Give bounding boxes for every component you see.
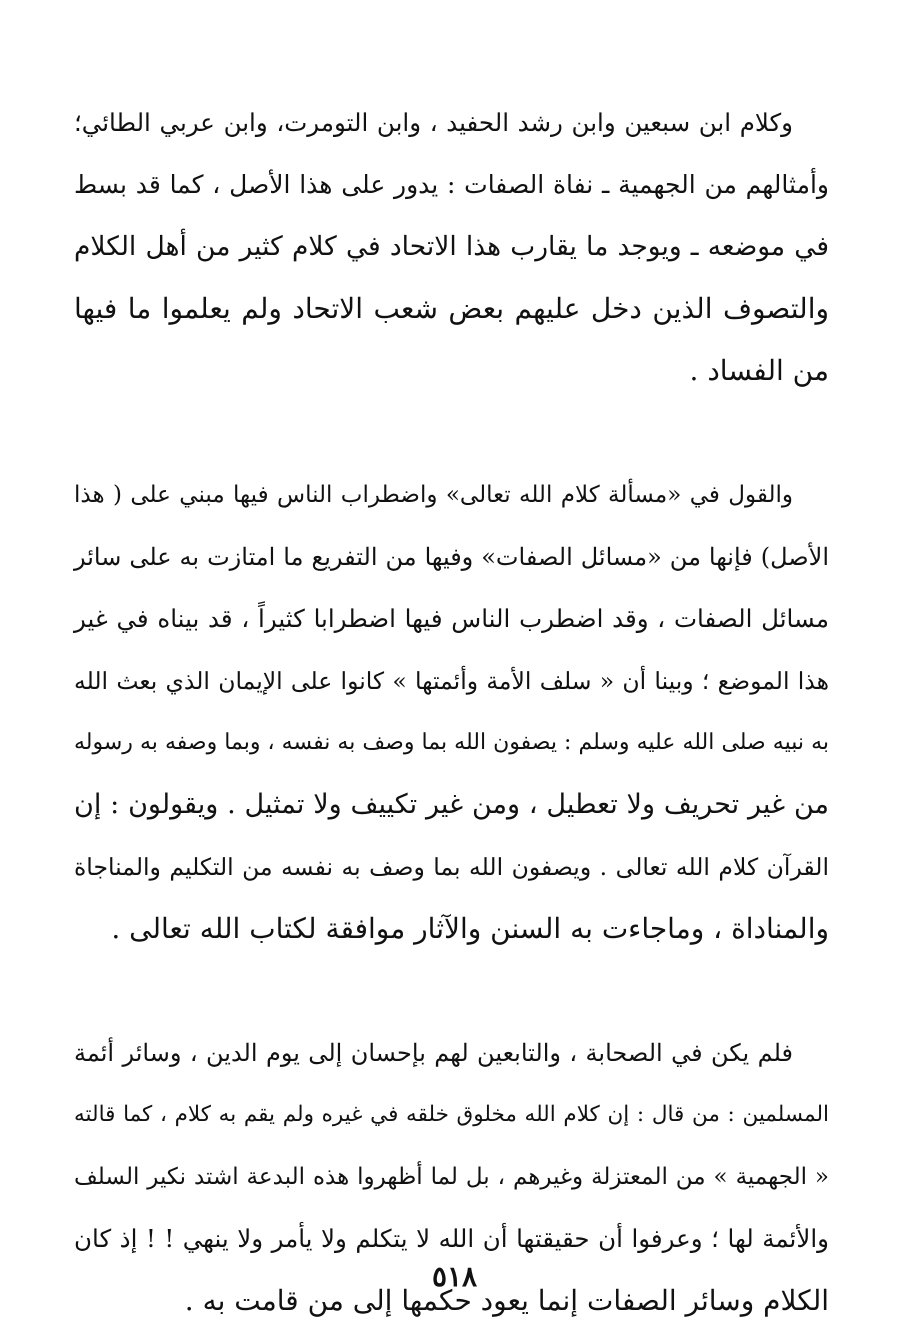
paragraph-1: [74, 92, 829, 402]
text-line: المسلمين : من قال : إن كلام الله مخلوق خلقه في غيره ولم يقم به كلام ، كما قالته: [74, 1102, 829, 1127]
text-line: « الجهمية » من المعتزلة وغيرهم ، بل لما أظهروا هذه البدعة اشتد نكير السلف: [74, 1164, 829, 1190]
text-line: في موضعه ـ ويوجد ما يقارب هذا الاتحاد في كلام كثير من أهل الكلام: [74, 231, 829, 262]
text-line: وكلام ابن سبعين وابن رشد الحفيد ، وابن التومرت، وابن عربي الطائي؛: [74, 108, 793, 137]
text-line: وأمثالهم من الجهمية ـ نفاة الصفات : يدور على هذا الأصل ، كما قد بسط: [74, 170, 829, 199]
text-line: القرآن كلام الله تعالى . ويصفون الله بما وصف به نفسه من التكليم والمناجاة: [74, 853, 829, 881]
text-line: من الفساد .: [689, 354, 829, 387]
text-line: والقول في «مسألة كلام الله تعالى» واضطراب الناس فيها مبني على ( هذا: [74, 482, 793, 508]
text-line: والمناداة ، وماجاءت به السنن والآثار موافقة لكتاب الله تعالى .: [111, 912, 829, 945]
text-line: به نبيه صلى الله عليه وسلم : يصفون الله بما وصف به نفسه ، وبما وصفه به رسوله: [74, 730, 829, 755]
text-line: فلم يكن في الصحابة ، والتابعين لهم بإحسان إلى يوم الدين ، وسائر أئمة: [74, 1039, 793, 1067]
page-number: ٥١٨: [431, 1260, 478, 1293]
text-line: الكلام وسائر الصفات إنما يعود حكمها إلى من قامت به .: [184, 1284, 829, 1317]
text-line: الأصل) فإنها من «مسائل الصفات» وفيها من التفريع ما امتازت به على سائر: [74, 543, 829, 571]
text-line: مسائل الصفات ، وقد اضطرب الناس فيها اضطرابا كثيراً ، قد بيناه في غير: [74, 604, 829, 633]
text-line: هذا الموضع ؛ وبينا أن « سلف الأمة وأئمتها » كانوا على الإيمان الذي بعث الله: [74, 667, 829, 695]
text-line: والتصوف الذين دخل عليهم بعض شعب الاتحاد ولم يعلموا ما فيها: [74, 292, 829, 325]
paragraph-2: [74, 464, 829, 960]
text-line: من غير تحريف ولا تعطيل ، ومن غير تكييف ولا تمثيل . ويقولون : إن: [74, 789, 829, 820]
text-line: والأئمة لها ؛ وعرفوا أن حقيقتها أن الله لا يتكلم ولا يأمر ولا ينهي ! ! إذ كان: [74, 1224, 829, 1253]
